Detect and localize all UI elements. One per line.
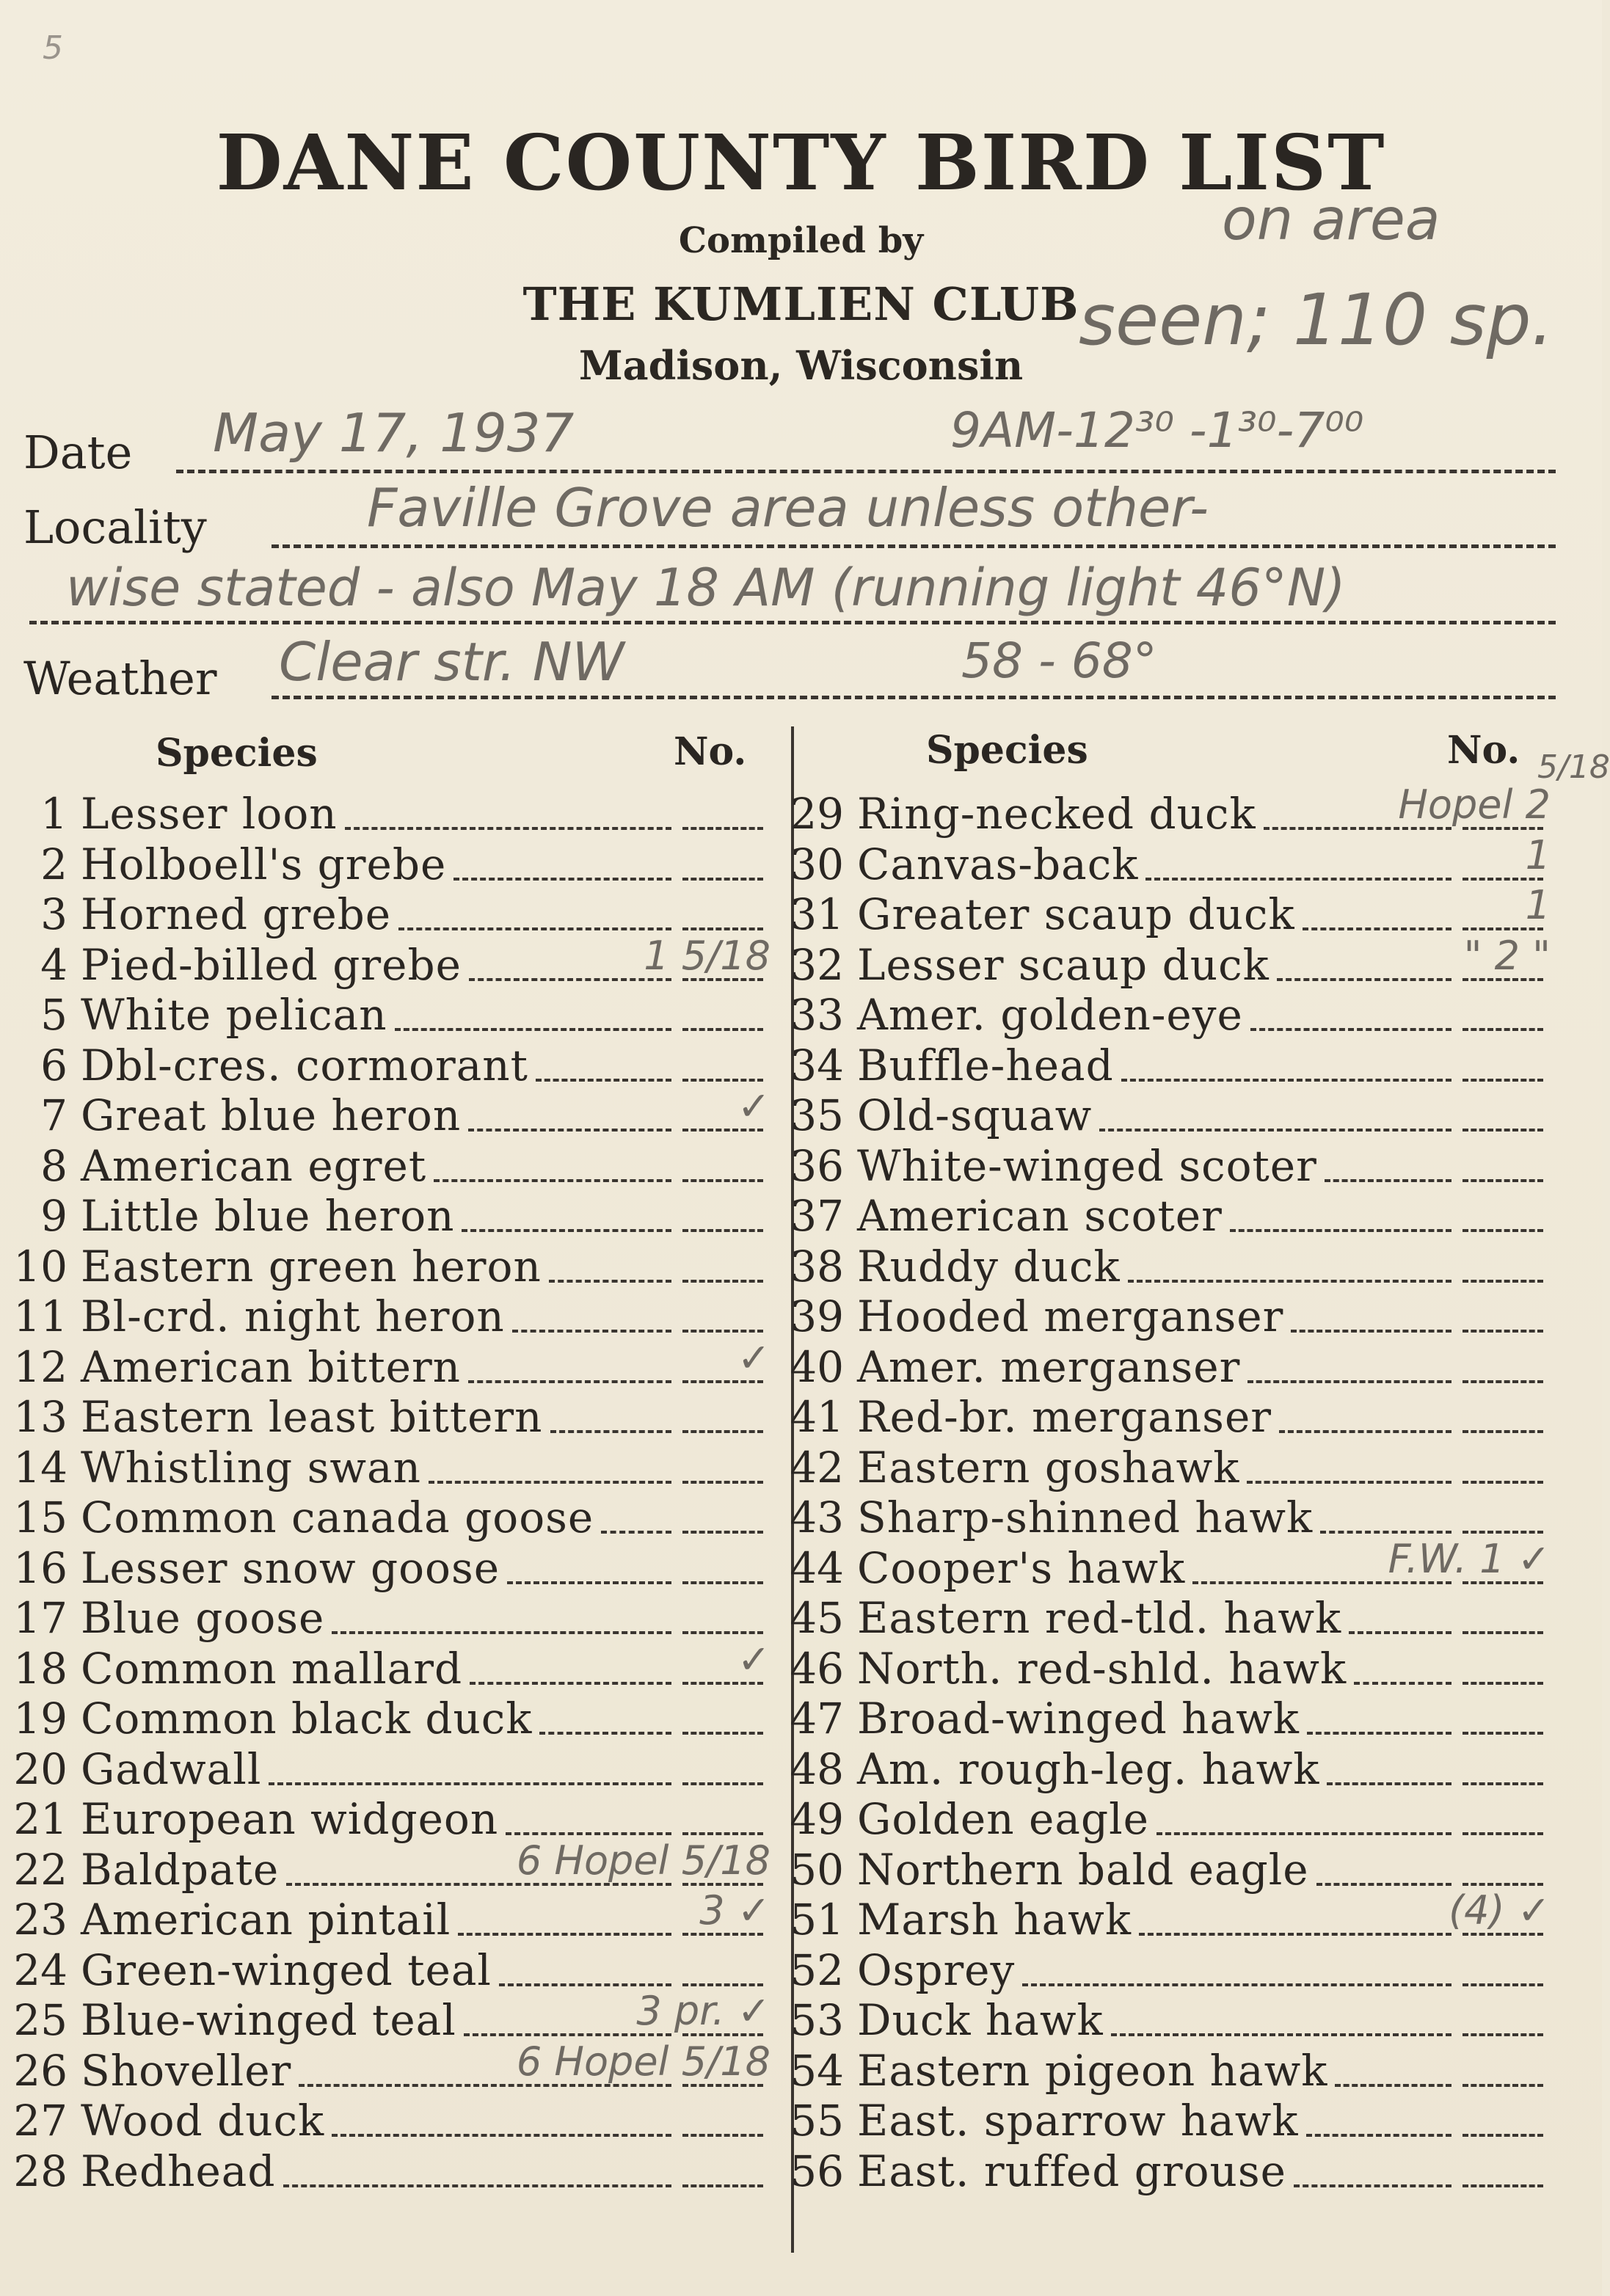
count-blank <box>1463 1430 1543 1433</box>
right-number-header: No. <box>1447 728 1520 773</box>
right-species-header: Species <box>926 728 1088 773</box>
count-blank <box>682 1028 763 1031</box>
count-blank <box>1463 1481 1543 1484</box>
species-number: 48 <box>790 1743 844 1794</box>
leader-dashes <box>1111 2033 1451 2036</box>
leader-dashes <box>468 1380 671 1383</box>
species-name: Canvas-back <box>857 839 1139 889</box>
leader-dashes <box>1303 927 1451 930</box>
species-row <box>7 1291 778 1341</box>
count-blank <box>1463 2084 1543 2087</box>
species-row <box>7 1041 778 1090</box>
locality-line-1 <box>272 544 1556 548</box>
species-number: 18 <box>13 1643 68 1694</box>
species-name: Gadwall <box>81 1743 262 1794</box>
species-name: Blue goose <box>81 1593 325 1643</box>
species-row <box>7 1392 778 1442</box>
date-value: May 17, 1937 <box>213 402 575 464</box>
handwritten-count-note: ✓ <box>737 1334 771 1381</box>
leader-dashes <box>601 1531 671 1534</box>
species-row <box>784 1242 1558 1291</box>
species-row <box>7 1543 778 1593</box>
species-row <box>784 1090 1558 1140</box>
species-row <box>784 1291 1558 1341</box>
leader-dashes <box>512 1330 671 1333</box>
leader-dashes <box>469 978 671 981</box>
leader-dashes <box>506 1832 671 1835</box>
count-blank <box>682 1732 763 1735</box>
species-name: Eastern red-tld. hawk <box>857 1593 1342 1643</box>
count-blank <box>682 1229 763 1232</box>
species-number: 34 <box>790 1040 844 1090</box>
species-number: 28 <box>13 2146 68 2196</box>
leader-dashes <box>1247 1380 1451 1383</box>
species-name: Horned grebe <box>81 889 392 939</box>
species-name: Eastern pigeon hawk <box>857 2045 1328 2096</box>
species-row <box>784 1535 1558 1593</box>
count-blank <box>1463 2184 1543 2187</box>
handwritten-count-note: 6 Hopel 5/18 <box>516 1837 771 1884</box>
leader-dashes <box>507 1581 671 1584</box>
handwritten-count-note: 1 <box>1525 882 1551 928</box>
species-number: 54 <box>790 2045 844 2096</box>
species-row <box>7 839 778 889</box>
species-row <box>784 781 1558 839</box>
left-species-header: Species <box>156 731 318 776</box>
count-blank <box>1463 1380 1543 1383</box>
leader-dashes <box>1335 2084 1451 2087</box>
leader-dashes <box>454 878 671 881</box>
weather-value: Clear str. NW <box>279 631 624 693</box>
club-name: THE KUMLIEN CLUB <box>522 277 1079 331</box>
species-row <box>7 2096 778 2146</box>
species-row <box>784 1191 1558 1241</box>
leader-dashes <box>1316 1883 1451 1886</box>
species-row <box>7 1887 778 1945</box>
leader-dashes <box>1294 2184 1451 2187</box>
corner-page-mark: 5 <box>43 29 63 67</box>
count-blank <box>1463 1631 1543 1634</box>
species-name: Dbl-cres. cormorant <box>81 1040 528 1090</box>
species-number: 39 <box>790 1291 844 1341</box>
species-number: 49 <box>790 1794 844 1844</box>
leader-dashes <box>1349 1631 1451 1634</box>
leader-dashes <box>1128 1280 1451 1283</box>
species-row <box>784 831 1558 889</box>
species-row <box>7 990 778 1040</box>
species-name: Redhead <box>81 2146 276 2196</box>
time-value: 9AM-12³⁰ -1³⁰-7⁰⁰ <box>950 402 1364 459</box>
species-name: East. sparrow hawk <box>857 2096 1299 2146</box>
species-number: 56 <box>790 2146 844 2196</box>
species-name: Amer. golden-eye <box>857 990 1243 1040</box>
species-name: American egret <box>81 1140 427 1191</box>
species-name: Green-winged teal <box>81 1945 492 1995</box>
species-row <box>784 1392 1558 1442</box>
species-number: 4 <box>40 939 68 990</box>
species-number: 11 <box>13 1291 68 1341</box>
species-name: Sharp-shinned hawk <box>857 1493 1314 1542</box>
count-blank <box>1463 2134 1543 2137</box>
species-number: 46 <box>790 1643 844 1694</box>
species-row <box>784 2096 1558 2146</box>
leader-dashes <box>332 1631 671 1634</box>
handwritten-on-area: on area <box>1222 187 1440 253</box>
species-name: East. ruffed grouse <box>857 2146 1286 2196</box>
species-number: 47 <box>790 1694 844 1743</box>
handwritten-count-note: ✓ <box>737 1636 771 1683</box>
count-blank <box>682 1531 763 1534</box>
leader-dashes <box>1230 1229 1451 1232</box>
species-name: Hooded merganser <box>857 1291 1284 1341</box>
species-number: 26 <box>13 2045 68 2096</box>
species-name: Wood duck <box>81 2096 325 2146</box>
species-name: Broad-winged hawk <box>857 1694 1300 1743</box>
species-name: Red-br. merganser <box>857 1392 1272 1442</box>
species-number: 41 <box>790 1392 844 1442</box>
leader-dashes <box>468 1129 671 1131</box>
leader-dashes <box>1306 2134 1451 2137</box>
count-blank <box>682 927 763 930</box>
species-name: Common black duck <box>81 1694 533 1743</box>
leader-dashes <box>429 1481 671 1484</box>
count-blank <box>682 2134 763 2137</box>
locality-value-line-1: Faville Grove area unless other- <box>367 477 1209 539</box>
species-number: 17 <box>13 1593 68 1643</box>
species-row <box>784 882 1558 939</box>
species-name: Common mallard <box>81 1643 463 1694</box>
count-blank <box>1463 1330 1543 1333</box>
page-title: DANE COUNTY BIRD LIST <box>216 117 1386 208</box>
species-number: 25 <box>13 1995 68 2045</box>
leader-dashes <box>539 1732 671 1735</box>
species-name: Shoveller <box>81 2045 292 2096</box>
leader-dashes <box>345 827 671 830</box>
handwritten-count-note: 6 Hopel 5/18 <box>516 2038 771 2085</box>
count-blank <box>682 878 763 881</box>
species-name: Eastern green heron <box>81 1241 542 1291</box>
species-row <box>784 1744 1558 1794</box>
count-blank <box>682 1581 763 1584</box>
count-blank <box>1463 1079 1543 1082</box>
locality-label: Locality <box>23 500 207 554</box>
species-number: 9 <box>40 1191 68 1241</box>
species-number: 40 <box>790 1341 844 1392</box>
leader-dashes <box>462 1229 671 1232</box>
species-name: Northern bald eagle <box>857 1844 1309 1895</box>
species-row <box>7 1334 778 1392</box>
species-number: 51 <box>790 1895 844 1945</box>
species-row <box>784 1794 1558 1844</box>
leader-dashes <box>549 1280 671 1283</box>
handwritten-count-note: (4) ✓ <box>1449 1887 1551 1934</box>
species-number: 44 <box>790 1542 844 1593</box>
species-row <box>784 1443 1558 1493</box>
species-number: 23 <box>13 1895 68 1945</box>
species-row <box>784 1593 1558 1643</box>
species-row <box>7 789 778 839</box>
species-name: Osprey <box>857 1945 1016 1995</box>
species-number: 22 <box>13 1844 68 1895</box>
species-number: 33 <box>790 990 844 1040</box>
species-row <box>784 1041 1558 1090</box>
species-name: Ring-necked duck <box>857 789 1256 839</box>
species-name: European widgeon <box>81 1794 499 1844</box>
weather-label: Weather <box>23 652 217 705</box>
leader-dashes <box>550 1430 672 1433</box>
species-name: Blue-winged teal <box>81 1995 456 2045</box>
count-blank <box>682 1079 763 1082</box>
count-blank <box>1463 1782 1543 1785</box>
leader-dashes <box>1327 1782 1451 1785</box>
right-corner-date-note: 5/18 <box>1537 748 1610 786</box>
species-row <box>784 932 1558 990</box>
species-name: American pintail <box>81 1895 451 1945</box>
handwritten-count-note: 3 pr. ✓ <box>636 1988 771 2034</box>
count-blank <box>682 1330 763 1333</box>
species-number: 7 <box>40 1090 68 1140</box>
weather-line <box>272 696 1556 699</box>
species-name: Golden eagle <box>857 1794 1149 1844</box>
species-name: Duck hawk <box>857 1995 1104 2045</box>
species-name: American bittern <box>81 1341 462 1392</box>
weather-temperature: 58 - 68° <box>961 633 1157 689</box>
count-blank <box>1463 2033 1543 2036</box>
species-name: Pied-billed grebe <box>81 939 462 990</box>
species-row <box>784 2046 1558 2096</box>
species-number: 36 <box>790 1140 844 1191</box>
species-name: Eastern least bittern <box>81 1392 543 1442</box>
leader-dashes <box>499 1983 671 1986</box>
count-blank <box>682 1430 763 1433</box>
species-number: 30 <box>790 839 844 889</box>
species-number: 27 <box>13 2096 68 2146</box>
leader-dashes <box>470 1682 671 1685</box>
count-blank <box>1463 1280 1543 1283</box>
leader-dashes <box>1156 1832 1451 1835</box>
count-blank <box>682 1280 763 1283</box>
leader-dashes <box>395 1028 671 1031</box>
count-blank <box>1463 1732 1543 1735</box>
leader-dashes <box>1279 1430 1451 1433</box>
species-number: 38 <box>790 1241 844 1291</box>
leader-dashes <box>1250 1028 1451 1031</box>
species-name: Baldpate <box>81 1844 280 1895</box>
species-number: 52 <box>790 1945 844 1995</box>
count-blank <box>1463 1229 1543 1232</box>
leader-dashes <box>1145 878 1451 881</box>
species-row <box>784 990 1558 1040</box>
handwritten-count-note: 1 5/18 <box>644 932 771 979</box>
species-name: Great blue heron <box>81 1090 462 1140</box>
species-number: 35 <box>790 1090 844 1140</box>
species-number: 55 <box>790 2096 844 2146</box>
species-row <box>7 1242 778 1291</box>
handwritten-count-note: ✓ <box>737 1083 771 1129</box>
count-blank <box>682 1983 763 1986</box>
species-number: 12 <box>13 1341 68 1392</box>
locality-line-2 <box>29 621 1556 624</box>
species-name: Eastern goshawk <box>857 1442 1240 1493</box>
species-number: 53 <box>790 1995 844 2045</box>
locality-value-line-2: wise stated - also May 18 AM (running light 46°N) <box>66 558 1346 618</box>
count-blank <box>1463 1129 1543 1131</box>
handwritten-count-note: 1 <box>1525 831 1551 878</box>
handwritten-count-note: 3 ✓ <box>699 1887 771 1934</box>
count-blank <box>1463 1983 1543 1986</box>
species-name: Ruddy duck <box>857 1241 1121 1291</box>
species-number: 20 <box>13 1743 68 1794</box>
species-number: 24 <box>13 1945 68 1995</box>
leader-dashes <box>458 1933 671 1936</box>
species-number: 21 <box>13 1794 68 1844</box>
species-number: 29 <box>790 789 844 839</box>
species-row <box>7 2146 778 2196</box>
club-city: Madison, Wisconsin <box>578 342 1024 389</box>
count-blank <box>1463 1179 1543 1182</box>
species-number: 43 <box>790 1493 844 1542</box>
species-row <box>7 1493 778 1542</box>
species-name: Buffle-head <box>857 1040 1114 1090</box>
count-blank <box>1463 1682 1543 1685</box>
leader-dashes <box>1022 1983 1451 1986</box>
date-label: Date <box>23 426 133 479</box>
species-number: 2 <box>40 839 68 889</box>
species-number: 14 <box>13 1442 68 1493</box>
species-name: Amer. merganser <box>857 1341 1241 1392</box>
species-number: 19 <box>13 1694 68 1743</box>
species-name: Marsh hawk <box>857 1895 1132 1945</box>
species-number: 15 <box>13 1493 68 1542</box>
species-name: Common canada goose <box>81 1493 594 1542</box>
species-number: 31 <box>790 889 844 939</box>
species-number: 1 <box>40 789 68 839</box>
species-row <box>784 1845 1558 1895</box>
species-name: Greater scaup duck <box>857 889 1295 939</box>
compiled-by-label: Compiled by <box>678 220 924 261</box>
count-blank <box>682 1782 763 1785</box>
species-name: Old-squaw <box>857 1090 1093 1140</box>
species-name: Lesser snow goose <box>81 1542 500 1593</box>
handwritten-count-note: " 2 " <box>1463 932 1551 979</box>
species-number: 6 <box>40 1040 68 1090</box>
species-row <box>7 932 778 990</box>
species-number: 10 <box>13 1241 68 1291</box>
leader-dashes <box>1247 1481 1451 1484</box>
count-blank <box>682 827 763 830</box>
species-number: 5 <box>40 990 68 1040</box>
species-name: Whistling swan <box>81 1442 421 1493</box>
count-blank <box>1463 1832 1543 1835</box>
species-name: Bl-crd. night heron <box>81 1291 505 1341</box>
leader-dashes <box>1121 1079 1451 1082</box>
species-row <box>7 1744 778 1794</box>
species-number: 37 <box>790 1191 844 1241</box>
left-number-header: No. <box>674 729 747 774</box>
species-row <box>784 1887 1558 1945</box>
species-row <box>7 1443 778 1493</box>
species-name: White-winged scoter <box>857 1140 1317 1191</box>
leader-dashes <box>283 2184 671 2187</box>
species-name: Holboell's grebe <box>81 839 447 889</box>
species-number: 32 <box>790 939 844 990</box>
handwritten-count-note: Hopel 2 <box>1398 781 1551 828</box>
species-name: Cooper's hawk <box>857 1542 1186 1593</box>
species-row <box>7 1083 778 1140</box>
count-blank <box>682 2184 763 2187</box>
species-number: 16 <box>13 1542 68 1593</box>
species-number: 50 <box>790 1844 844 1895</box>
species-name: Am. rough-leg. hawk <box>857 1743 1320 1794</box>
species-row <box>7 1837 778 1895</box>
leader-dashes <box>398 927 671 930</box>
species-name: North. red-shld. hawk <box>857 1643 1347 1694</box>
species-name: Little blue heron <box>81 1191 455 1241</box>
leader-dashes <box>536 1079 671 1082</box>
leader-dashes <box>1320 1531 1451 1534</box>
count-blank <box>682 1631 763 1634</box>
count-blank <box>682 1832 763 1835</box>
handwritten-species-count: seen; 110 sp. <box>1079 279 1554 361</box>
leader-dashes <box>269 1782 671 1785</box>
count-blank <box>1463 1028 1543 1031</box>
species-row <box>7 1191 778 1241</box>
species-row <box>7 1694 778 1743</box>
species-number: 45 <box>790 1593 844 1643</box>
species-row <box>7 1636 778 1694</box>
species-row <box>784 1141 1558 1191</box>
species-name: Lesser scaup duck <box>857 939 1270 990</box>
leader-dashes <box>1354 1682 1451 1685</box>
count-blank <box>1463 1883 1543 1886</box>
species-number: 42 <box>790 1442 844 1493</box>
species-row <box>784 1995 1558 2045</box>
species-number: 13 <box>13 1392 68 1442</box>
handwritten-count-note: F.W. 1 ✓ <box>1388 1535 1551 1582</box>
species-number: 8 <box>40 1140 68 1191</box>
leader-dashes <box>1325 1179 1451 1182</box>
species-name: Lesser loon <box>81 789 338 839</box>
count-blank <box>1463 1531 1543 1534</box>
leader-dashes <box>1099 1129 1451 1131</box>
species-row <box>784 1945 1558 1995</box>
species-row <box>784 1644 1558 1694</box>
leader-dashes <box>1291 1330 1451 1333</box>
species-row <box>7 1141 778 1191</box>
species-row <box>784 2146 1558 2196</box>
count-blank <box>682 1481 763 1484</box>
species-name: White pelican <box>81 990 387 1040</box>
species-row <box>784 1694 1558 1743</box>
leader-dashes <box>332 2134 671 2137</box>
species-row <box>7 1593 778 1643</box>
species-row <box>784 1342 1558 1392</box>
leader-dashes <box>1139 1933 1451 1936</box>
leader-dashes <box>1307 1732 1451 1735</box>
leader-dashes <box>1277 978 1451 981</box>
leader-dashes <box>434 1179 671 1182</box>
species-row <box>7 2038 778 2096</box>
species-name: American scoter <box>857 1191 1223 1241</box>
species-number: 3 <box>40 889 68 939</box>
count-blank <box>682 1179 763 1182</box>
date-line <box>176 470 1556 473</box>
